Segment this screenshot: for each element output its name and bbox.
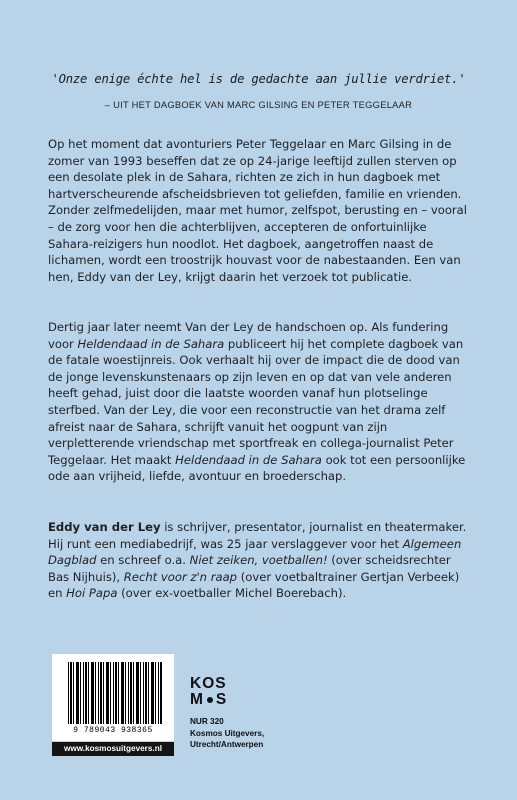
logo-letter: S: [215, 691, 228, 708]
publisher-website: www.kosmosuitgevers.nl: [52, 742, 174, 756]
logo-dot: [207, 697, 213, 703]
text-span: (over voetbaltrainer Gertjan Verbeek) en: [48, 569, 460, 601]
book-title: Heldendaad in de Sahara: [77, 336, 225, 351]
logo-letter: M: [190, 691, 204, 708]
book-title: Niet zeiken, voetballen!: [189, 553, 328, 568]
blurb-paragraph-2: [48, 319, 473, 485]
text-span: en schreef o.a.: [96, 553, 190, 568]
quote-attribution: – UIT HET DAGBOEK VAN MARC GILSING EN PETER TEGGELAAR: [104, 99, 413, 110]
author-bio: [48, 519, 473, 602]
book-title: Hoi Papa: [66, 586, 118, 601]
author-name: Eddy van der Ley: [48, 520, 161, 534]
logo-line-1: KOS: [190, 675, 227, 692]
newspaper-title: Algemeen Dagblad: [48, 536, 462, 568]
barcode-bars: [68, 662, 163, 724]
text-span: is schrijver, presentator, journalist en theatermaker. Hij runt een mediabedrijf, was 25 jaar verslaggever voor het: [48, 520, 467, 551]
isbn-number: 9 789043 938365: [73, 726, 153, 735]
text-span: (over ex-voetballer Michel Boerebach).: [117, 586, 347, 601]
publisher-name: Kosmos Uitgevers,: [190, 728, 265, 738]
kosmos-logo: [190, 676, 230, 716]
blurb-paragraph-1: Op het moment dat avonturiers Peter Teggelaar en Marc Gilsing in de zomer van 1993 beseffen dat ze op 24-jarige leeftijd zullen sterven op een desolate plek in de Sahara, richten ze zich in hun dagboek met hartverscheurende afscheidsbrieven tot geliefden, familie en vrienden. Zonder zelfmedelijden, maar met humor, zelfspot, berusting en – vooral – de zorg voor hen die achterblijven, accepteren de onfortuinlijke Sahara-reizigers hun noodlot. Het dagboek, aangetroffen naast de lichamen, wordt een troostrijk houvast voor de nabestaanden. Een van hen, Eddy van der Ley, krijgt daarin het verzoek tot publicatie.: [48, 137, 467, 284]
text-span: ook tot een persoonlijke ode aan vrijheid, liefde, avontuur en broederschap.: [48, 452, 466, 484]
text-span: Dertig jaar later neemt Van der Ley de handschoen op. Als fundering voor: [48, 320, 449, 351]
back-cover-quote: 'Onze enige échte hel is de gedachte aan jullie verdriet.': [51, 72, 466, 86]
nur-code: NUR 320: [190, 717, 224, 726]
isbn-barcode: [52, 654, 174, 741]
book-title: Recht voor z'n raap: [123, 569, 238, 584]
text-span: (over scheidsrechter Bas Nijhuis),: [48, 553, 451, 584]
publisher-city: Utrecht/Antwerpen: [190, 740, 264, 749]
publisher-info: [190, 716, 264, 751]
logo-line-2: [190, 692, 230, 708]
text-span: publiceert hij het complete dagboek van de fatale woestijnreis. Ook verhaalt hij over de impact die de dood van de jonge levenskunstenaars op zijn leven en op dat van vele anderen heeft gehad, juist door die laatste woorden vanaf hun plotselinge sterfbed. Van der Ley, die voor een reconstructie van het drama zelf afreist naar de Sahara, schrijft vanuit het oogpunt van zijn verpletterende vriendschap met sportfreak en collega-journalist Peter Teggelaar. Het maakt: [48, 336, 464, 467]
book-title: Heldendaad in de Sahara: [175, 452, 322, 467]
